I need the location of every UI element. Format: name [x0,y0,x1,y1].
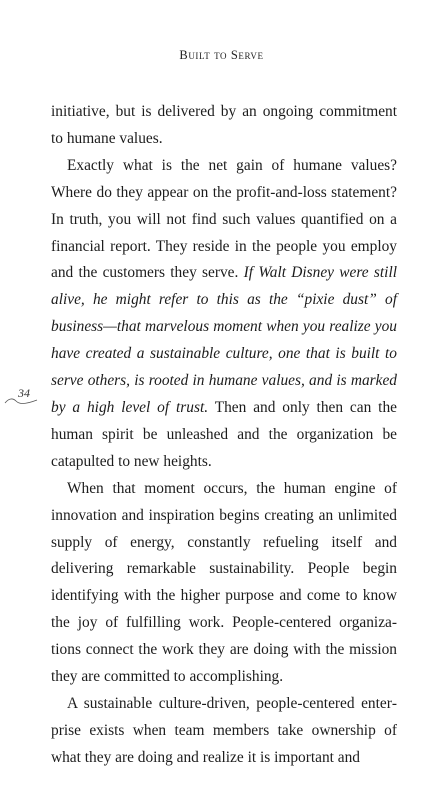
body-text [51,99,397,772]
folio-flourish-icon [4,395,38,407]
italic-passage: If Walt Disney were still alive, he might refer to this as the “pixie dust” of business—that marvelous moment when you realize you have created a sustainable culture, one that is built to serve others, is rooted in humane values, and is marked by a high level of trust. [51,264,398,416]
page-number-folio [4,386,38,408]
running-head: Built to Serve [179,48,264,62]
paragraph: When that moment occurs, the human engine of innovation and inspiration begins creating an unlimited supply of energy, constantly refueling itself and delivering remarkable sustainability. People begin identifying with the higher purpose and come to know the joy of fulfilling work. People-centered organizations connect the work they are doing with the mission they are committed to accomplishing. [51,479,397,686]
page-number: 34 [18,386,30,400]
paragraph-text: Exactly what is the net gain of humane values? Where do they appear on the profit-and-loss statement? In truth, you will not find such values quantified on a financial report. They reside in the people you employ and the customers they serve. [51,156,397,282]
paragraph-text: Then and only then can the human spirit be unleashed and the organization be catapulted to new heights. [51,398,397,470]
paragraph-continued: initiative, but is delivered by an ongoing commitment to humane values. [51,103,397,147]
paragraph [51,153,397,476]
paragraph: A sustainable culture-driven, people-centered enterprise exists when team members take ownership of what they are doing and realize it is important and [51,694,397,766]
